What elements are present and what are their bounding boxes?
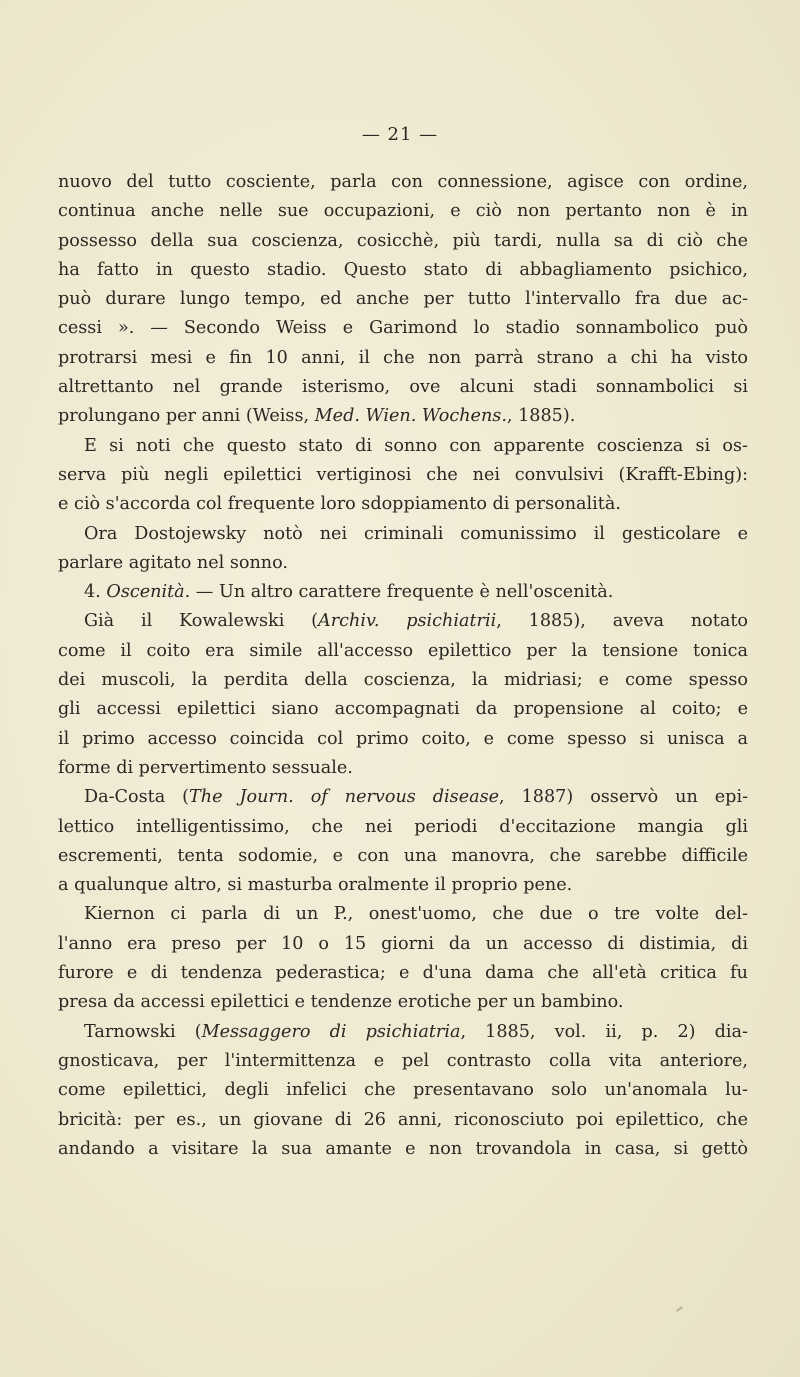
line-text: escrementi, tenta sodomie, e con una manovra, che sarebbe difficile — [58, 845, 748, 866]
text-line — [58, 1076, 748, 1105]
text-line — [58, 725, 748, 754]
text-line — [58, 432, 748, 461]
text-line — [58, 754, 748, 783]
line-text: continua anche nelle sue occupazioni, e ciò non pertanto non è in — [58, 201, 748, 222]
text-line — [58, 256, 748, 285]
text-line — [58, 1106, 748, 1135]
line-text: cessi ». — Secondo Weiss e Garimond lo stadio sonnambolico può — [58, 318, 748, 339]
text-line — [58, 1018, 748, 1047]
text-line — [58, 637, 748, 666]
line-text: andando a visitare la sua amante e non trovandola in casa, si gettò — [58, 1138, 748, 1159]
section-title: Oscenità. — [106, 582, 191, 603]
line-text: nuovo del tutto cosciente, parla con connessione, agisce con ordine, — [58, 172, 748, 192]
text-line — [58, 1047, 748, 1076]
text-line — [58, 197, 748, 226]
text-line — [58, 490, 748, 519]
line-text: gnosticava, per l'intermittenza e pel contrasto colla vita anteriore, — [58, 1050, 748, 1071]
text-line — [58, 402, 748, 431]
section-heading-line — [58, 578, 748, 607]
text-line — [58, 695, 748, 724]
line-text: gli accessi epilettici siano accompagnati da propensione al coito; e — [58, 699, 748, 720]
line-text: protrarsi mesi e fin 10 anni, il che non parrà strano a chi ha visto — [58, 347, 748, 368]
text-line — [58, 813, 748, 842]
text-line — [58, 520, 748, 549]
line-text: come il coito era simile all'accesso epilettico per la tensione tonica — [58, 640, 748, 661]
paper-speck — [676, 1306, 683, 1312]
text-line — [58, 461, 748, 490]
line-text: furore e di tendenza pederastica; e d'una dama che all'età critica fu — [58, 963, 748, 984]
line-text: presa da accessi epilettici e tendenze erotiche per un bambino. — [58, 992, 624, 1013]
line-text: a qualunque altro, si masturba oralmente il proprio pene. — [58, 875, 573, 896]
line-text: , 1885). — [506, 406, 576, 427]
text-line — [58, 959, 748, 988]
line-text: — Un altro carattere frequente è nell'oscenità. — [190, 582, 614, 603]
citation-title: Archiv. psichiatrii — [318, 611, 497, 632]
line-text: può durare lungo tempo, ed anche per tutto l'intervallo fra due ac- — [58, 289, 748, 310]
line-text: , 1885), aveva notato — [496, 611, 748, 632]
text-line — [58, 988, 748, 1017]
citation-title: The Journ. of nervous disease — [189, 787, 500, 808]
line-text: serva più negli epilettici vertiginosi che nei convulsivi (Krafft-Ebing): — [58, 464, 748, 485]
line-text: prolungano per anni (Weiss, — [58, 406, 315, 427]
line-text: Ora Dostojewsky notò nei criminali comunissimo il gesticolare e — [84, 523, 748, 544]
text-line — [58, 871, 748, 900]
line-text: Da-Costa ( — [84, 787, 190, 808]
line-text: Kiernon ci parla di un P., onest'uomo, che due o tre volte del- — [84, 904, 748, 925]
line-text: lettico intelligentissimo, che nei periodi d'eccitazione mangia gli — [58, 816, 748, 837]
line-text: dei muscoli, la perdita della coscienza, la midriasi; e come spesso — [58, 670, 748, 691]
text-line — [58, 783, 748, 812]
line-text: , 1887) osservò un epi- — [499, 787, 749, 808]
text-line — [58, 227, 748, 256]
text-line — [58, 168, 748, 197]
text-line — [58, 666, 748, 695]
text-line — [58, 285, 748, 314]
text-line — [58, 373, 748, 402]
line-text: forme di pervertimento sessuale. — [58, 757, 353, 778]
line-text: possesso della sua coscienza, cosicchè, più tardi, nulla sa di ciò che — [58, 230, 748, 251]
page-number: — 21 — — [361, 124, 439, 145]
line-text: Già il Kowalewski ( — [84, 611, 319, 632]
text-line — [58, 842, 748, 871]
text-line — [58, 314, 748, 343]
citation-title: Med. Wien. Wochens. — [314, 406, 507, 427]
line-text: ha fatto in questo stadio. Questo stato di abbagliamento psichico, — [58, 259, 748, 280]
text-line — [58, 607, 748, 636]
body-text — [58, 168, 748, 1164]
text-line — [58, 1135, 748, 1164]
section-number: 4. — [84, 582, 107, 603]
citation-title: Messaggero di psichiatria — [201, 1021, 461, 1042]
text-line — [58, 549, 748, 578]
line-text: , 1885, vol. ii, p. 2) dia- — [460, 1021, 748, 1042]
line-text: parlare agitato nel sonno. — [58, 552, 289, 573]
text-line — [58, 900, 748, 929]
line-text: come epilettici, degli infelici che presentavano solo un'anomala lu- — [58, 1080, 748, 1101]
line-text: Tarnowski ( — [84, 1021, 202, 1042]
line-text: il primo accesso coincida col primo coito, e come spesso si unisca a — [58, 728, 748, 749]
line-text: bricità: per es., un giovane di 26 anni, riconosciuto poi epilettico, che — [58, 1109, 748, 1130]
line-text: l'anno era preso per 10 o 15 giorni da un accesso di distimia, di — [58, 933, 748, 954]
text-line — [58, 930, 748, 959]
line-text: altrettanto nel grande isterismo, ove alcuni stadi sonnambolici si — [58, 377, 748, 398]
text-line — [58, 344, 748, 373]
line-text: E si noti che questo stato di sonno con apparente coscienza si os- — [84, 435, 748, 456]
line-text: e ciò s'accorda col frequente loro sdoppiamento di personalità. — [58, 494, 621, 515]
